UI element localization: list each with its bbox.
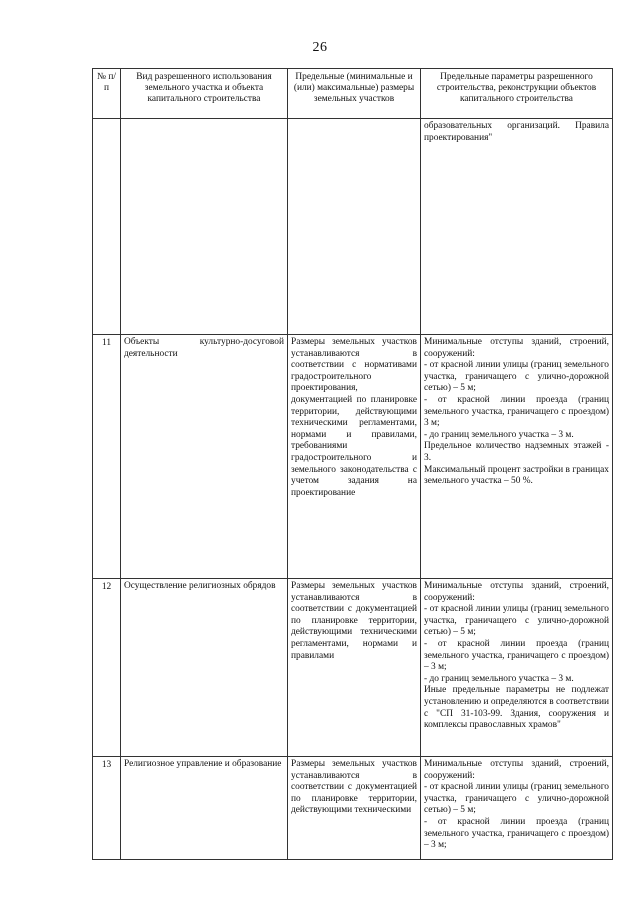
param-line: - от красной линии проезда (границ земельного участка, граничащего с проездом) – 3 м; [424,638,609,673]
row-params [421,757,613,860]
param-line: - до границ земельного участка – 3 м. [424,429,574,440]
param-line: Максимальный процент застройки в границах земельного участка – 50 %. [424,464,609,487]
row-use-type: Осуществление религиозных обрядов [121,579,288,757]
table-header-row [93,69,613,119]
param-line: - от красной линии улицы (границ земельного участка, граничащего с улично-дорожной сетью) – 5 м; [424,360,609,394]
table-row [93,757,613,860]
row-use-type: Объекты культурно-досуговой деятельности [121,335,288,579]
header-number: № п/п [93,69,121,119]
header-construction-params: Предельные параметры разрешенного строительства, реконструкции объектов капитального строительства [421,69,613,119]
cont-use-cell [121,119,288,335]
header-use-type: Вид разрешенного использования земельного участка и объекта капитального строительства [121,69,288,119]
param-line: Предельное количество надземных этажей - 3. [424,441,609,463]
table-row [93,579,613,757]
table-row [93,335,613,579]
row-number: 13 [93,757,121,860]
page-number: 26 [312,40,328,55]
cont-params-cell: образовательных организаций. Правила проектирования" [421,119,613,335]
row-plot-size: Размеры земельных участков устанавливаются в соответствии с нормативами градостроительного проектирования, документацией по планировке территории, действующими техническими регламентами, нормами и правилами, требованиями градостроительного и земельного законодательства с учетом задания на проектирование [288,335,421,579]
param-line: - от красной линии проезда (границ земельного участка, граничащего с проездом) 3 м; [424,394,609,429]
param-line: - до границ земельного участка – 3 м. [424,673,574,684]
param-line: - от красной линии улицы (границ земельного участка, граничащего с улично-дорожной сетью) – 5 м; [424,782,609,816]
param-line: Минимальные отступы зданий, строений, сооружений: [424,337,609,359]
param-line: Минимальные отступы зданий, строений, сооружений: [424,581,609,603]
param-line: Иные предельные параметры не подлежат установлению и определяются в соответствии с "СП 31-103-99. Здания, сооружения и комплексы православных храмов" [424,685,609,731]
cont-size-cell [288,119,421,335]
param-line: Минимальные отступы зданий, строений, сооружений: [424,759,609,781]
header-plot-size: Предельные (минимальные и (или) максимальные) размеры земельных участков [288,69,421,119]
row-params [421,579,613,757]
param-line: - от красной линии проезда (границ земельного участка, граничащего с проездом) – 3 м; [424,816,609,851]
row-params [421,335,613,579]
table-row-continuation [93,119,613,335]
regulations-table [92,68,613,860]
param-line: - от красной линии улицы (границ земельного участка, граничащего с улично-дорожной сетью) – 5 м; [424,604,609,638]
cont-number-cell [93,119,121,335]
row-plot-size: Размеры земельных участков устанавливаются в соответствии с документацией по планировке территории, действующими техническими [288,757,421,860]
row-number: 12 [93,579,121,757]
row-number: 11 [93,335,121,579]
row-plot-size: Размеры земельных участков устанавливаются в соответствии с документацией по планировке территории, действующими техническими регламентами, нормами и правилами [288,579,421,757]
row-use-type: Религиозное управление и образование [121,757,288,860]
